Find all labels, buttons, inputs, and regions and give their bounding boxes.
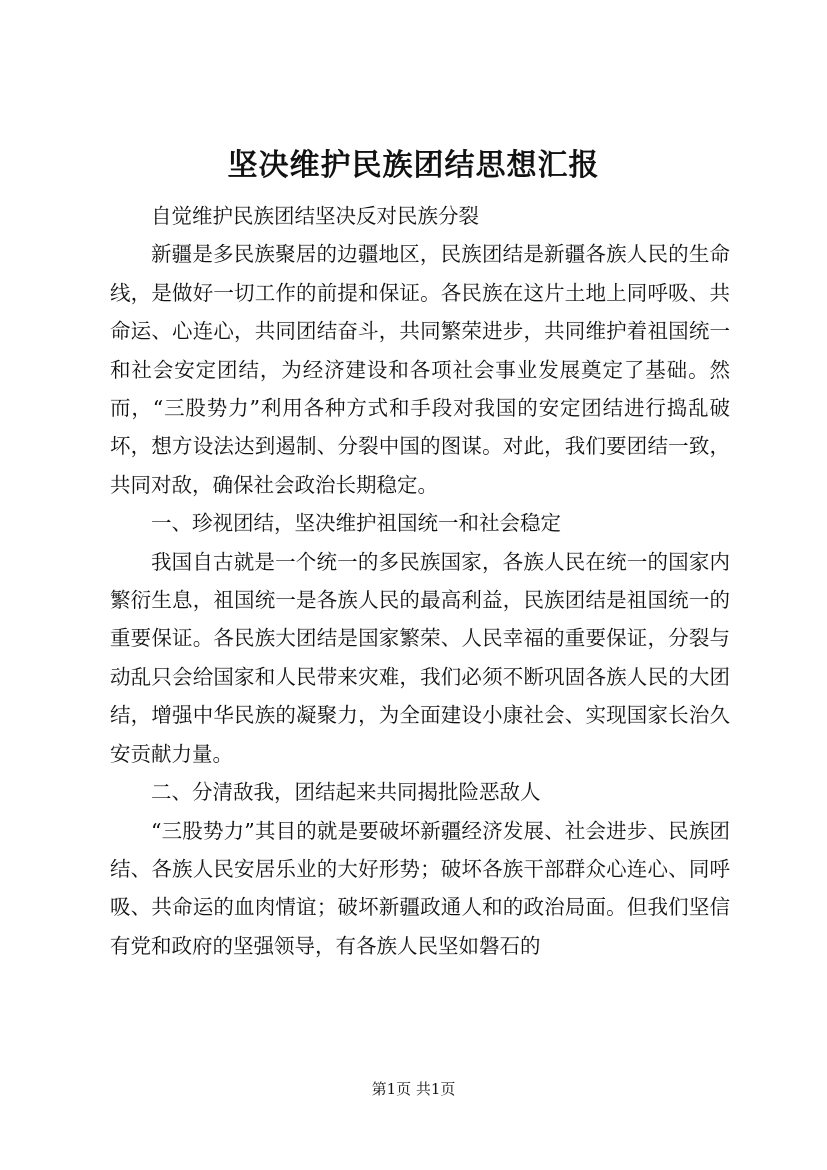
- body-paragraph: “三股势力”其目的就是要破坏新疆经济发展、社会进步、民族团结、各族人民安居乐业的大好形势；破坏各族干部群众心连心、同呼吸、共命运的血肉情谊；破坏新疆政通人和的政治局面。但我们坚信有党和政府的坚强领导，有各族人民坚如磐石的: [110, 818, 730, 958]
- document-body: [110, 197, 730, 965]
- body-paragraph: 新疆是多民族聚居的边疆地区，民族团结是新疆各族人民的生命线，是做好一切工作的前提和保证。各民族在这片土地上同呼吸、共命运、心连心，共同团结奋斗，共同繁荣进步，共同维护着祖国统一和社会安定团结，为经济建设和各项社会事业发展奠定了基础。然而，“三股势力”利用各种方式和手段对我国的安定团结进行捣乱破坏，想方设法达到遏制、分裂中国的图谋。对此，我们要团结一致，共同对敌，确保社会政治长期稳定。: [110, 242, 730, 497]
- body-paragraph: 我国自古就是一个统一的多民族国家，各族人民在统一的国家内繁衍生息，祖国统一是各族人民的最高利益，民族团结是祖国统一的重要保证。各民族大团结是国家繁荣、人民幸福的重要保证，分裂与动乱只会给国家和人民带来灾难，我们必须不断巩固各族人民的大团结，增强中华民族的凝聚力，为全面建设小康社会、实现国家长治久安贡献力量。: [110, 549, 730, 766]
- subtitle-paragraph: 自觉维护民族团结坚决反对民族分裂: [151, 204, 479, 228]
- section-heading: 二、分清敌我，团结起来共同揭批险恶敌人: [151, 780, 541, 805]
- page-footer: 第1页 共1页: [371, 1080, 456, 1098]
- section-heading: 一、珍视团结，坚决维护祖国统一和社会稳定: [151, 511, 561, 536]
- document-title: 坚决维护民族团结思想汇报: [227, 148, 600, 183]
